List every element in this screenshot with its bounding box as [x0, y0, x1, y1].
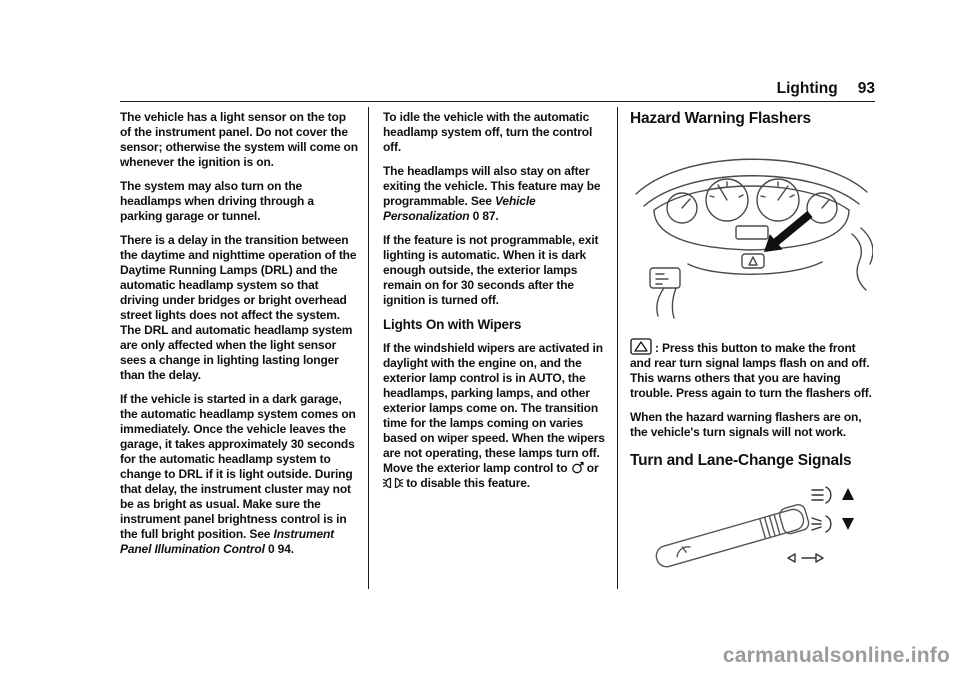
section-title: Lighting [776, 80, 838, 97]
column-2 [383, 110, 605, 500]
paragraph-text: If the vehicle is started in a dark garage, the automatic headlamp system comes on immediately. Once the vehicle leaves the garage, it takes approximately 30 seconds for the automatic headlamp system to change to DRL if it is light outside. During that delay, the instrument cluster may not be as bright as usual. Make sure the instrument panel brightness control is in the full bright position. See [120, 392, 356, 541]
pointer-arrow [764, 211, 813, 252]
turn-signal-lever-illustration [652, 478, 858, 572]
cross-reference: Instrument Panel Illumination Control [120, 527, 335, 556]
exterior-lamps-off-icon [571, 461, 584, 474]
paragraph-text: : Press this button to make the front and rear turn signal lamps flash on and off. This warns others that you are having trouble. Press again to turn the flashers off. [630, 341, 872, 400]
cross-reference-page: 0 87. [472, 209, 499, 223]
page-number: 93 [857, 80, 875, 97]
paragraph: There is a delay in the transition between the daytime and nighttime operation of the Daytime Running Lamps (DRL) and the automatic headlamp system so that driving under bridges or bright overhead street lights does not affect the system. The DRL and automatic headlamp system are only affected when the light sensor sees a change in lighting lasting longer than the delay. [120, 233, 357, 382]
paragraph: If the feature is not programmable, exit lighting is automatic. When it is dark enough outside, the exterior lamps remain on for 30 seconds after the ignition is turned off. [383, 233, 599, 307]
paragraph [383, 164, 605, 224]
column-1 [120, 110, 358, 566]
column-3 [630, 110, 878, 582]
instrument-cluster-illustration [630, 136, 873, 328]
cross-reference-page: 0 94. [267, 542, 294, 556]
paragraph [630, 338, 878, 401]
paragraph: To idle the vehicle with the automatic headlamp system off, turn the control off. [383, 110, 593, 154]
up-triangle-icon [842, 488, 854, 500]
paragraph: The system may also turn on the headlamps when driving through a parking garage or tunnel. [120, 179, 314, 223]
left-arrow-icon [788, 554, 795, 562]
hazard-warning-button-icon [630, 338, 652, 355]
paragraph: The vehicle has a light sensor on the top of the instrument panel. Do not cover the sensor; otherwise the system will come on whenever the ignition is on. [120, 110, 358, 169]
page-header [120, 80, 875, 98]
paragraph [383, 341, 605, 491]
paragraph-text: The headlamps will also stay on after exiting the vehicle. This feature may be programmable. See [383, 164, 601, 208]
cross-reference: Vehicle Personalization [383, 194, 536, 223]
watermark: carmanualsonline.info [722, 644, 950, 667]
paragraph-text: If the windshield wipers are activated in daylight with the engine on, and the exterior lamp control is in AUTO, the headlamps, parking lamps, and other exterior lamps come on. The transition time for the lamps coming on varies based on wiper speed. When the wipers are not operating, these lamps turn off. Move the exterior lamp control to [383, 341, 605, 475]
subsection-heading: Lights On with Wipers [383, 317, 522, 332]
right-arrow-icon [802, 554, 823, 562]
paragraph-text: to disable this feature. [406, 476, 530, 490]
paragraph-text: or [586, 461, 599, 475]
column-divider [368, 107, 369, 589]
header-rule [120, 101, 875, 102]
section-heading-turn-signals: Turn and Lane-Change Signals [630, 452, 852, 469]
parking-lamps-icon [383, 477, 403, 489]
paragraph: When the hazard warning flashers are on, the vehicle's turn signals will not work. [630, 410, 862, 439]
paragraph [120, 392, 358, 557]
column-divider [617, 107, 618, 589]
down-triangle-icon [842, 518, 854, 530]
section-heading-hazard: Hazard Warning Flashers [630, 110, 811, 127]
